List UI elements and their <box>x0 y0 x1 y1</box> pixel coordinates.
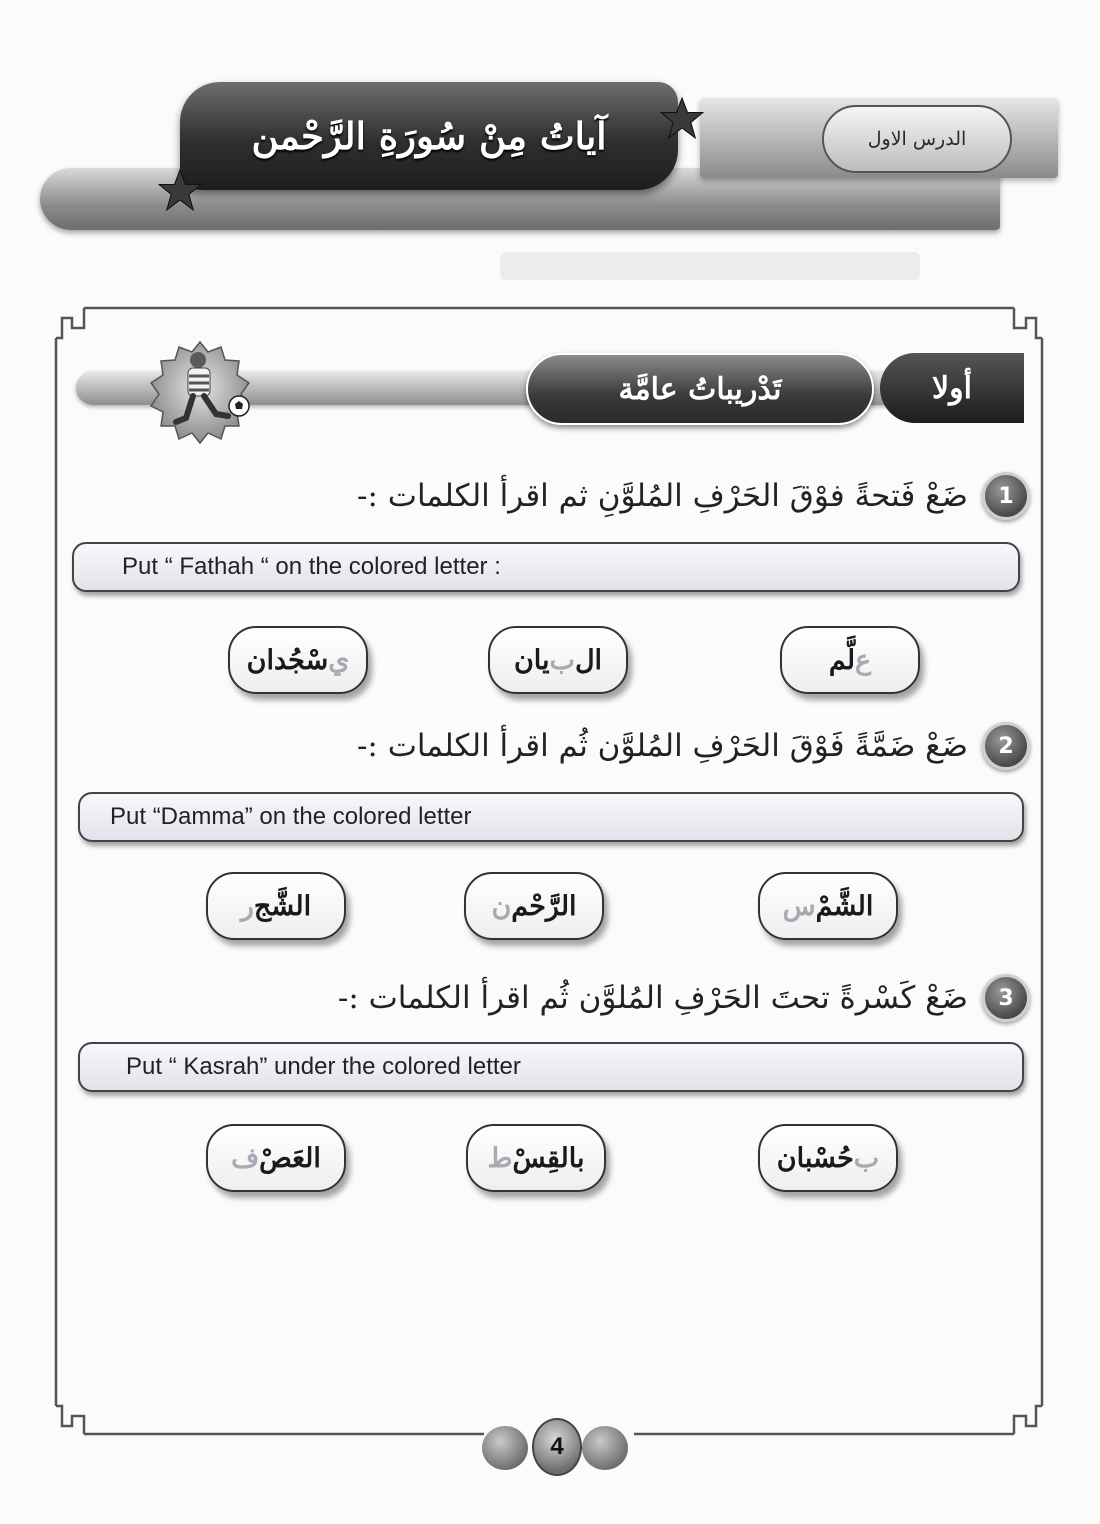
exercise-2-english-bar <box>78 792 1024 842</box>
section-title-pill <box>526 353 874 425</box>
exercise-2-instruction <box>357 722 1030 770</box>
colored-letter: ر <box>240 890 254 922</box>
title-box <box>180 82 678 190</box>
lesson-label: الدرس الاول <box>867 128 967 150</box>
word-card[interactable]: الشَّمْ س <box>758 872 898 940</box>
exercise-arabic-text: ضَعْ كَسْرةً تحتَ الحَرْفِ المُلوَّن ثُم اقرأ الكلمات :- <box>337 980 968 1016</box>
exercise-english-text: Put “Damma” on the colored letter <box>110 803 472 830</box>
word-card[interactable]: الرَّحْم ن <box>464 872 604 940</box>
exercise-1-instruction <box>357 472 1030 520</box>
page-title: آياتُ مِنْ سُورَةِ الرَّحْمن <box>251 114 607 158</box>
page-number: 4 <box>532 1418 582 1476</box>
colored-letter: ب <box>549 644 575 676</box>
colored-letter: ن <box>491 890 512 922</box>
exercise-arabic-text: ضَعْ ضَمَّةً فَوْقَ الحَرْفِ المُلوَّن ثُم اقرأ الكلمات :- <box>356 728 968 764</box>
section-title: تَدْريباتُ عامَّة <box>618 371 782 407</box>
ornament-circle <box>482 1426 528 1470</box>
exercise-number: 1 <box>982 472 1030 520</box>
word-card[interactable]: ع لَّم <box>780 626 920 694</box>
word-card[interactable]: ي سْجُدان <box>228 626 368 694</box>
section-order-box <box>880 353 1024 423</box>
page-number-ornament <box>482 1418 628 1476</box>
exercise-3-instruction <box>338 974 1030 1022</box>
star-icon <box>660 96 704 140</box>
word-card[interactable]: ب حُسْبان <box>758 1124 898 1192</box>
exercise-number: 2 <box>982 722 1030 770</box>
colored-letter: ف <box>231 1142 260 1174</box>
faint-decoration <box>500 252 920 280</box>
colored-letter: س <box>782 890 816 922</box>
ornament-circle <box>582 1426 628 1470</box>
exercise-english-text: Put “ Kasrah” under the colored letter <box>126 1053 521 1080</box>
star-icon <box>158 168 202 212</box>
exercise-english-text: Put “ Fathah “ on the colored letter : <box>122 553 501 580</box>
exercise-3-english-bar <box>78 1042 1024 1092</box>
colored-letter: ع <box>855 644 872 676</box>
word-card[interactable]: بالقِسْ ط <box>466 1124 606 1192</box>
word-card[interactable]: العَصْ ف <box>206 1124 346 1192</box>
section-order-label: أولا <box>932 370 972 406</box>
boy-soccer-illustration <box>146 338 254 446</box>
exercise-number: 3 <box>982 974 1030 1022</box>
word-card[interactable]: ال ب يان <box>488 626 628 694</box>
colored-letter: ي <box>328 644 350 676</box>
exercise-1-english-bar <box>72 542 1020 592</box>
exercise-arabic-text: ضَعْ فَتحةً فوْقَ الحَرْفِ المُلوَّنِ ثم اقرأ الكلمات :- <box>357 478 968 514</box>
word-card[interactable]: الشَّج ر <box>206 872 346 940</box>
colored-letter: ب <box>853 1142 880 1174</box>
lesson-pill <box>822 105 1012 173</box>
colored-letter: ط <box>487 1142 513 1174</box>
